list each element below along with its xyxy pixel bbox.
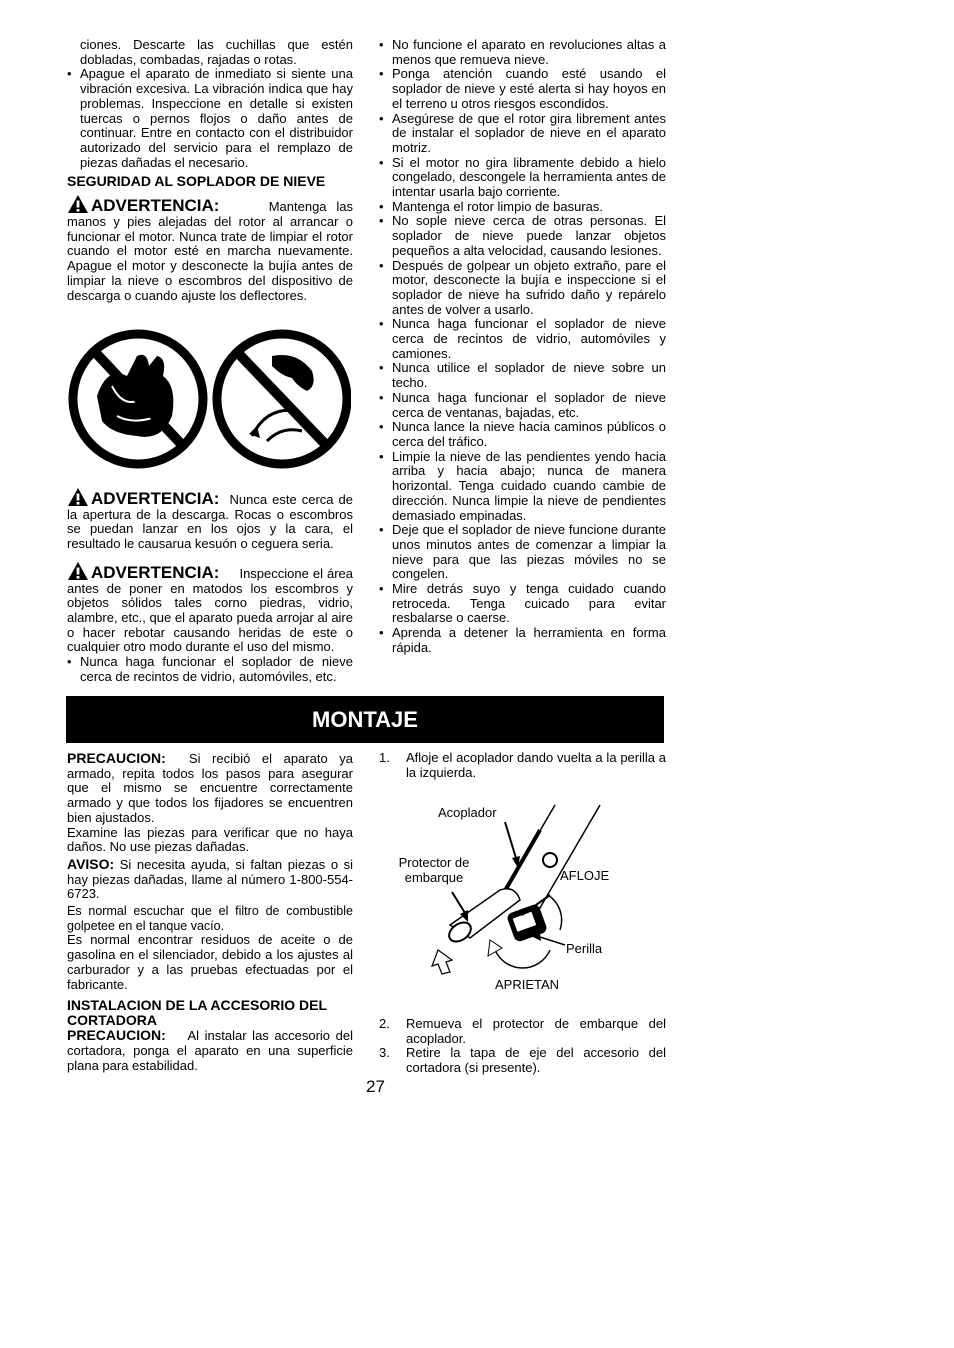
coupler-diagram	[390, 800, 630, 1000]
caution-2-text: Al instalar las accesorio del cortadora, ponga el aparato en una superficie plana para estabilidad.	[67, 1028, 353, 1073]
caution-1-label: PRECAUCION:	[67, 750, 166, 766]
safety-bullet: • Asegúrese de que el rotor gira librement antes de instalar el soplador de nieve en el aparato motriz.	[379, 112, 666, 156]
caution-2	[67, 1028, 353, 1073]
warning-2-text: Nunca este cerca de la apertura de la descarga. Rocas o escombros se puedan lanzar en los ojos y la cara, el resultado le causarua kesuón o ceguera seria.	[67, 492, 353, 552]
safety-bullet: • Después de golpear un objeto extraño, pare el motor, desconecte la bujía e inspeccione si el soplador de nieve ha sufrido daño y repárelo antes de volver a usarlo.	[379, 259, 666, 318]
bullet-list-vibration	[67, 67, 353, 170]
warning-triangle-icon	[67, 487, 89, 507]
safety-bullet: • Nunca haga funcionar el soplador de nieve cerca de recintos de vidrio, automóviles y camiones.	[379, 317, 666, 361]
safety-bullet: • Nunca haga funcionar el soplador de nieve cerca de ventanas, bajadas, etc.	[379, 391, 666, 420]
examine-parts: Examine las piezas para verificar que no haya daños. No use piezas dañadas.	[67, 824, 353, 855]
page-number: 27	[366, 1077, 385, 1096]
assembly-step-3: 3. Retire la tapa de eje del accesorio del cortadora (si presente).	[379, 1045, 666, 1076]
warning-3-text: Inspeccione el área antes de poner en matodos los escombros y objetos sólidos tales corno piedras, vidrio, alambre, etc., que el aparato pueda arrojar al aire o hacer rebotar causando heridas de este o cualquier otro modo durante el uso del mismo.	[67, 565, 353, 655]
normal-fuel-filter: Es normal escuchar que el filtro de combustible golpetee en el tanque vacío.	[67, 904, 353, 933]
section-heading-snow-blower: SEGURIDAD AL SOPLADOR DE NIEVE	[67, 173, 326, 190]
safety-bullet: • Nunca lance la nieve hacia caminos públicos o cerca del tráfico.	[379, 420, 666, 449]
left-column-warnings	[67, 487, 353, 684]
label-loosen: AFLOJE	[560, 868, 610, 883]
aviso-label: AVISO:	[67, 855, 115, 872]
warning-triangle-icon	[67, 194, 89, 214]
label-coupler: Acoplador	[438, 805, 497, 820]
caution-1	[67, 751, 353, 826]
bullet-vibration: • Apague el aparato de inmediato si siente una vibración excesiva. La vibración indica que hay problemas. Inspeccione en detalle si existen tuercas o pernos flojos o daño antes de continuar. Entre en contacto con el distribuidor autorizado del servicio para el remplazo de piezas dañadas el necesario.	[67, 67, 353, 170]
warning-1-text: Mantenga las manos y pies alejadas del rotor al arrancar o funcionar el motor. Nunca trate de limpiar el rotor cuando el motor esté en marcha nuevamente. Apague el motor y desconecte la bujía antes de limpiar la nieve o escombros del dispositivo de descarga o cuando ajuste los deflectores.	[67, 199, 353, 303]
normal-residue: Es normal encontrar residuos de aceite o de gasolina en el silenciador, debido a los ajustes al carburador y a las pruebas efectuadas por el fabricante.	[67, 932, 353, 992]
right-column-top	[379, 38, 666, 656]
warning-2-title: ADVERTENCIA:	[91, 489, 220, 508]
caution-2-label: PRECAUCION:	[67, 1027, 166, 1044]
assembly-step-2: 2. Remueva el protector de embarque del acoplador.	[379, 1016, 666, 1046]
warning-1-title: ADVERTENCIA:	[91, 196, 220, 216]
safety-bullet: • No funcione el aparato en revoluciones altas a menos que remueva nieve.	[379, 38, 666, 67]
safety-bullet: • Aprenda a detener la herramienta en forma rápida.	[379, 626, 666, 655]
safety-pictograms	[67, 326, 351, 472]
safety-bullet: • No sople nieve cerca de otras personas. El soplador de nieve puede lanzar objetos pequeños a alta velocidad, causando lesiones.	[379, 214, 666, 258]
warning-3	[67, 561, 353, 655]
safety-bullet: • Mire detrás suyo y tenga cuidado cuando retroceda. Tenga cuicado para evitar resbalarse o caerse.	[379, 582, 666, 626]
assembly-step-1: 1. Afloje el acoplador dando vuelta a la perilla a la izquierda.	[379, 750, 666, 780]
warning-triangle-icon	[67, 561, 89, 581]
bullet-glass-vehicles: • Nunca haga funcionar el soplador de nieve cerca de recintos de vidrio, automóviles, etc.	[67, 655, 353, 684]
assembly-steps-list	[379, 1017, 666, 1076]
assembly-steps-cont	[379, 1017, 666, 1076]
no-hands-pictogram	[73, 334, 203, 464]
bullet-list-last	[67, 655, 353, 684]
warning-2	[67, 487, 353, 552]
safety-bullet: • Limpie la nieve de las pendientes yendo hacia arriba y hacia abajo; nunca de manera horizontal. Tenga cuidado cuando cambie de dirección. Nunca limpie la nieve de pendientes demasiado empinadas.	[379, 450, 666, 524]
safety-bullet: • Ponga atención cuando esté usando el soplador de nieve y esté alerta si hay hoyos en el terreno u otros riesgos escondidos.	[379, 67, 666, 111]
snow-blower-safety-list	[379, 38, 666, 656]
safety-bullet: • Si el motor no gira libramente debido a hielo congelado, descongele la herramienta antes de intentar usarla bajo corriente.	[379, 156, 666, 200]
label-knob: Perilla	[566, 941, 603, 956]
safety-bullet: • Mantenga el rotor limpio de basuras.	[379, 200, 666, 215]
section-banner-montaje: MONTAJE	[66, 696, 664, 743]
safety-bullet: • Deje que el soplador de nieve funcione durante unos minutos antes de comenzar a limpiar la nieve para que las piezas móviles no se congelen.	[379, 523, 666, 582]
warning-1	[67, 194, 353, 303]
intro-continuation: ciones. Descarte las cuchillas que estén dobladas, combadas, rajadas o rotas.	[80, 37, 353, 67]
safety-bullet: • Nunca utilice el soplador de nieve sobre un techo.	[379, 361, 666, 390]
coupler-illustration	[390, 800, 630, 1000]
right-column-bottom	[379, 751, 666, 780]
no-reaching-rotor-pictogram	[217, 334, 347, 464]
install-heading: INSTALACION DE LA ACCESORIO DEL CORTADORA	[67, 997, 327, 1029]
warning-3-title: ADVERTENCIA:	[91, 562, 220, 582]
label-shipping-protector: Protector de embarque	[398, 855, 470, 885]
assembly-step-1-list	[379, 751, 666, 780]
left-column-bottom	[67, 751, 353, 1073]
aviso-text: Si necesita ayuda, si faltan piezas o si hay piezas dañadas, llame al número 1-800-554-6723.	[67, 856, 353, 902]
aviso	[67, 857, 353, 902]
left-column-top	[67, 38, 353, 303]
label-tighten: APRIETAN	[495, 977, 560, 992]
caution-1-text: Si recibió el aparato ya armado, repita todos los pasos para asegurar que el mismo se encuentre correctamente armado y que todos los fijadores se encuentren bien ajustados.	[67, 751, 353, 825]
